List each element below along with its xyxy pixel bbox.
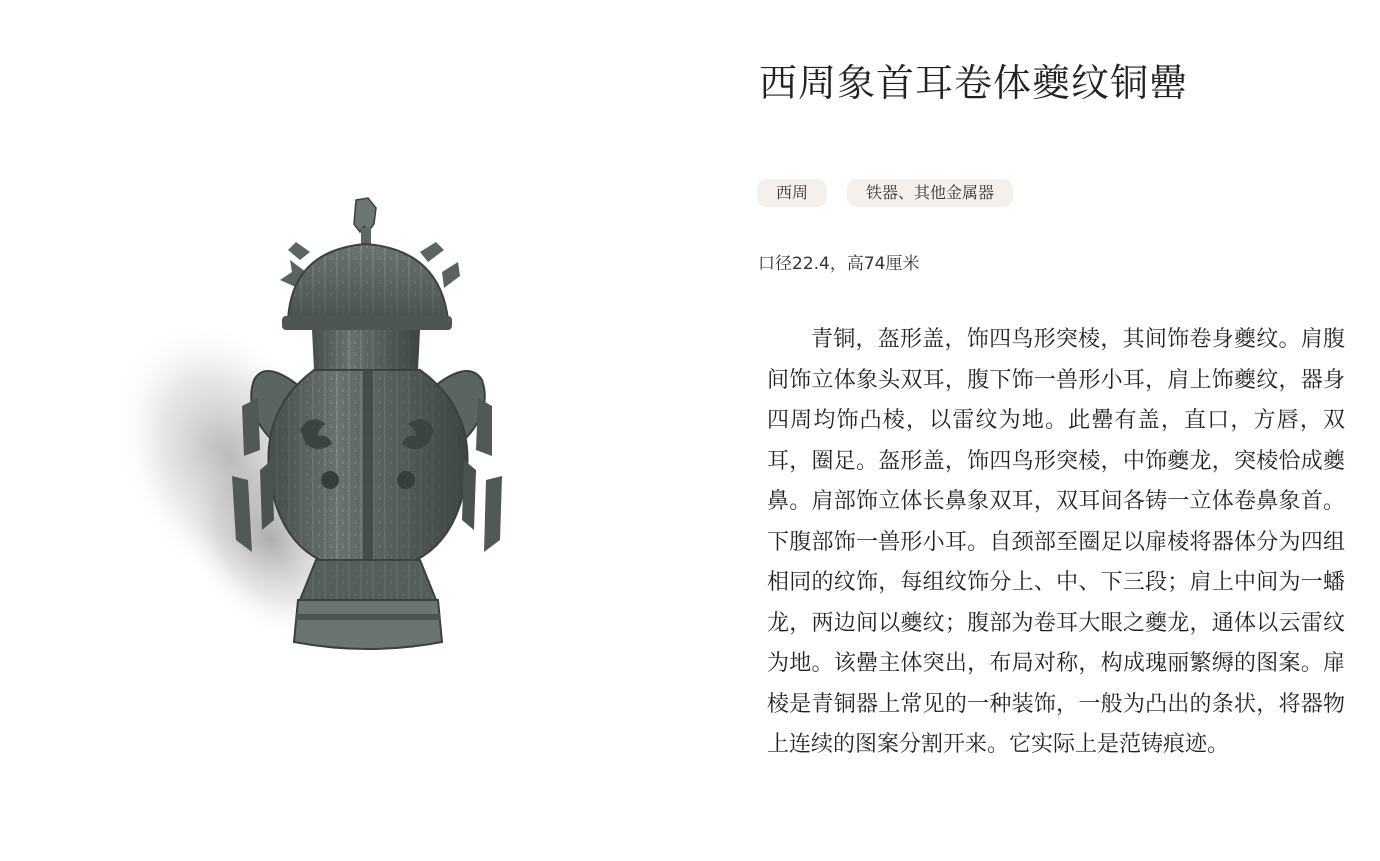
- artifact-title: 西周象首耳卷体夔纹铜罍: [759, 61, 1189, 105]
- artifact-image: [120, 180, 560, 680]
- bronze-lei-vessel-illustration: [120, 180, 560, 680]
- tag-period[interactable]: 西周: [757, 179, 827, 207]
- tag-list: [757, 179, 1013, 207]
- tag-category[interactable]: 铁器、其他金属器: [847, 179, 1013, 207]
- artifact-dimensions: 口径22.4，高74厘米: [758, 254, 920, 274]
- artifact-description: 青铜，盔形盖，饰四鸟形突棱，其间饰卷身夔纹。肩腹间饰立体象头双耳，腹下饰一兽形小耳，肩上饰夔纹，器身四周均饰凸棱，以雷纹为地。此罍有盖，直口，方唇，双耳，圈足。盔形盖，饰四鸟形突棱，中饰夔龙，突棱恰成夔鼻。肩部饰立体长鼻象双耳，双耳间各铸一立体卷鼻象首。下腹部饰一兽形小耳。自颈部至圈足以扉棱将器体分为四组相同的纹饰，每组纹饰分上、中、下三段；肩上中间为一蟠龙，两边间以夔纹；腹部为卷耳大眼之夔龙，通体以云雷纹为地。该罍主体突出，布局对称，构成瑰丽繁缛的图案。扉棱是青铜器上常见的一种装饰，一般为凸出的条状，将器物上连续的图案分割开来。它实际上是范铸痕迹。: [767, 327, 1345, 757]
